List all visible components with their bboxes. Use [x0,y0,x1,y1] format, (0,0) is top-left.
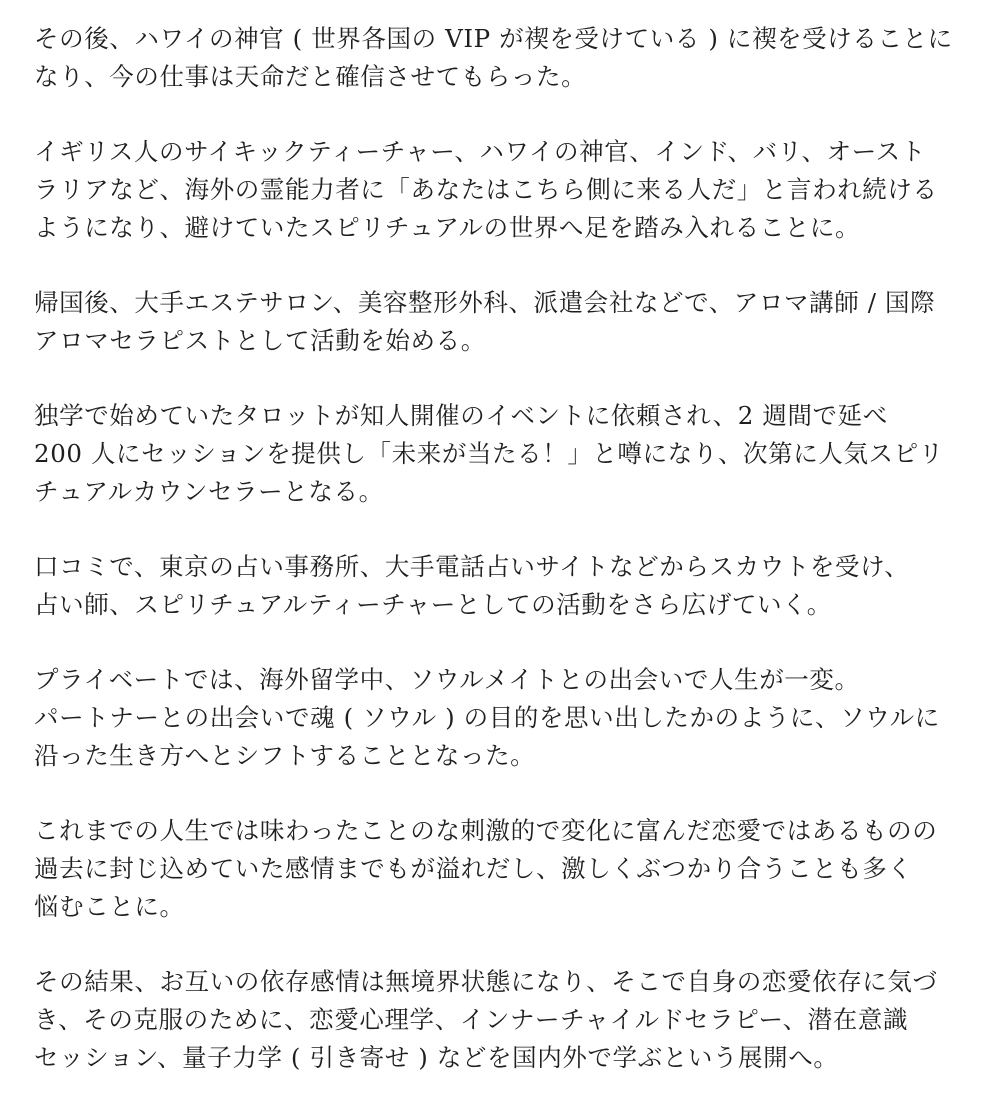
text-line: ラリアなど、海外の霊能力者に「あなたはこちら側に来る人だ」と言われ続ける [34,175,938,204]
text-line: アロマセラピストとして活動を始める。 [34,326,486,355]
text-line: 沿った生き方へとシフトすることとなった。 [34,741,536,770]
paragraph-1 [34,20,974,96]
text-line: その後、ハワイの神官 ( 世界各国の VIP が禊を受けている ) に禊を受けることに [34,24,953,53]
text-line: ようになり、避けていたスピリチュアルの世界へ足を踏み入れることに。 [34,213,861,242]
paragraph-6 [34,661,974,775]
paragraph-4 [34,397,974,511]
text-line: その結果、お互いの依存感情は無境界状態になり、そこで自身の恋愛依存に気づ [34,967,938,996]
paragraph-7 [34,812,974,926]
paragraph-8 [34,963,974,1077]
text-line: イギリス人のサイキックティーチャー、ハワイの神官、インド、バリ、オースト [34,137,926,166]
paragraph-3 [34,284,974,360]
text-line: セッション、量子力学 ( 引き寄せ ) などを国内外で学ぶという展開へ。 [34,1043,839,1072]
text-line: 帰国後、大手エステサロン、美容整形外科、派遣会社などで、アロマ講師 / 国際 [34,288,936,317]
profile-article [34,20,974,1114]
text-line: これまでの人生では味わったことのな刺激的で変化に富んだ恋愛ではあるものの [34,816,938,845]
text-line: 独学で始めていたタロットが知人開催のイベントに依頼され、2 週間で延べ [34,401,888,430]
text-line: 占い師、スピリチュアルティーチャーとしての活動をさら広げていく。 [34,590,832,619]
text-line: 過去に封じ込めていた感情までもが溢れだし、激しくぶつかり合うことも多く [34,854,913,883]
text-line: なり、今の仕事は天命だと確信させてもらった。 [34,62,587,91]
paragraph-5 [34,548,974,624]
text-line: 口コミで、東京の占い事務所、大手電話占いサイトなどからスカウトを受け、 [34,552,910,581]
text-line: パートナーとの出会いで魂 ( ソウル ) の目的を思い出したかのように、ソウルに [34,703,940,732]
text-line: 悩むことに。 [34,892,185,921]
paragraph-2 [34,133,974,247]
text-line: プライベートでは、海外留学中、ソウルメイトとの出会いで人生が一変。 [34,665,860,694]
text-line: き、その克服のために、恋愛心理学、インナーチャイルドセラピー、潜在意識 [34,1005,909,1034]
text-line: 200 人にセッションを提供し「未来が当たる！」と噂になり、次第に人気スピリ [34,439,944,468]
text-line: チュアルカウンセラーとなる。 [34,477,384,506]
